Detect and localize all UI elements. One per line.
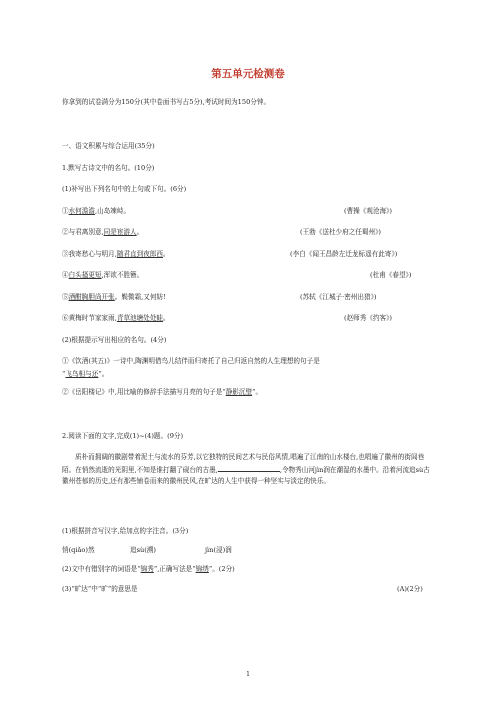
poem-line: ④白头搔更短,浑欲不胜簪。: [62, 271, 144, 279]
question-1-heading: 1.默写古诗文中的名句。(10分): [62, 164, 155, 172]
poem-line: ①水何澹澹,山岛竦峙。: [62, 207, 131, 215]
poem-source: (苏轼《江城子·密州出猎》): [300, 293, 377, 301]
answer-blank: [218, 464, 280, 472]
poem-source: (赵师秀《约客》): [344, 314, 393, 322]
poem-source: (李白《闻王昌龄左迁龙标遥有此寄》): [290, 250, 398, 258]
prompt-answer-line: “飞鸟相与还”。: [62, 370, 109, 378]
answer-blank: 锦秀: [140, 565, 154, 573]
answer-blank: 锦绣: [195, 565, 209, 573]
question-1-sub1: (1)补写出下列名句中的上句或下句。(6分): [62, 185, 187, 193]
question-2-sub3: (3)“旷达”中“旷”的意思是: [62, 585, 138, 593]
exam-intro: 你拿到的试卷满分为150分(其中卷面书写占5分),考试时间为150分钟。: [62, 98, 271, 106]
section-heading: 一、语文积累与综合运用(35分): [62, 142, 155, 150]
page-number: 1: [246, 671, 250, 678]
question-1-sub2: (2)根据提示写出相应的名句。(4分): [62, 336, 167, 344]
pinyin-item: 悄(qiǎo)然: [62, 546, 95, 554]
prompt-line: ①《饮酒(其五)》一诗中,陶渊明借鸟儿结伴而归寄托了自己归返自然的人生理想的句子是: [62, 357, 320, 365]
answer-blank: 酒酣胸胆尚开张: [68, 293, 115, 301]
pinyin-item: jìn(浸)润: [205, 546, 232, 554]
answer-blank: 同是宦游人: [103, 228, 137, 236]
poem-source: (曹操《观沧海》): [344, 207, 393, 215]
poem-source: (杜甫《春望》): [370, 271, 412, 279]
poem-line: ⑥黄梅时节家家雨,青草池塘处处蛙。: [62, 314, 170, 322]
prompt-line: ②《岳阳楼记》中,用比喻的修辞手法描写月亮的句子是“静影沉璧”。: [62, 388, 263, 396]
answer-blank: 静影沉璧: [225, 388, 253, 396]
poem-line: ②与君离别意,同是宦游人。: [62, 228, 144, 236]
poem-line: ⑤酒酣胸胆尚开张。鬓微霜,又何妨!: [62, 293, 166, 301]
answer-choice: (A)(2分): [397, 585, 423, 593]
answer-blank: 水何澹澹: [68, 207, 95, 215]
answer-blank: 青草池塘处处蛙: [116, 314, 164, 322]
pinyin-item: 追sù(溯): [130, 546, 156, 554]
poem-line: ③我寄愁心与明月,随君直到夜郎西。: [62, 250, 170, 258]
question-2-sub2: (2)文中有错别字的词语是“锦秀”,正确写法是“锦绣”。(2分): [62, 565, 235, 573]
answer-blank: 飞鸟相与还: [65, 370, 99, 378]
page-title: 第五单元检测卷: [211, 68, 285, 80]
answer-blank: 白头搔更短: [68, 271, 102, 279]
question-2-sub1: (1)根据拼音写汉字,给加点的字注音。(3分): [62, 527, 189, 535]
answer-blank: 随君直到夜郎西: [116, 250, 164, 258]
question-2-heading: 2.阅读下面的文字,完成(1)~(4)题。(9分): [62, 432, 184, 440]
poem-source: (王勃《送杜少府之任蜀州》): [300, 228, 381, 236]
reading-passage: 质朴而拥阔的徽剧带着泥土与流水的芬芳,以它独特的民间艺术与民俗风情,唱遍了江南的山水楼台,也唱遍了徽州的街闾巷陌。在悄然流逝的光阴里,不知是谁打翻了砚台的古墨, ,令物秀山河jìn润在潮湿的水墨中。沿着河流追sù古徽州苍郁的历史,还有那些铺卷而来的徽州民风,在旷达的人生中获得一种坚实与淡定的快乐。: [62, 453, 430, 485]
